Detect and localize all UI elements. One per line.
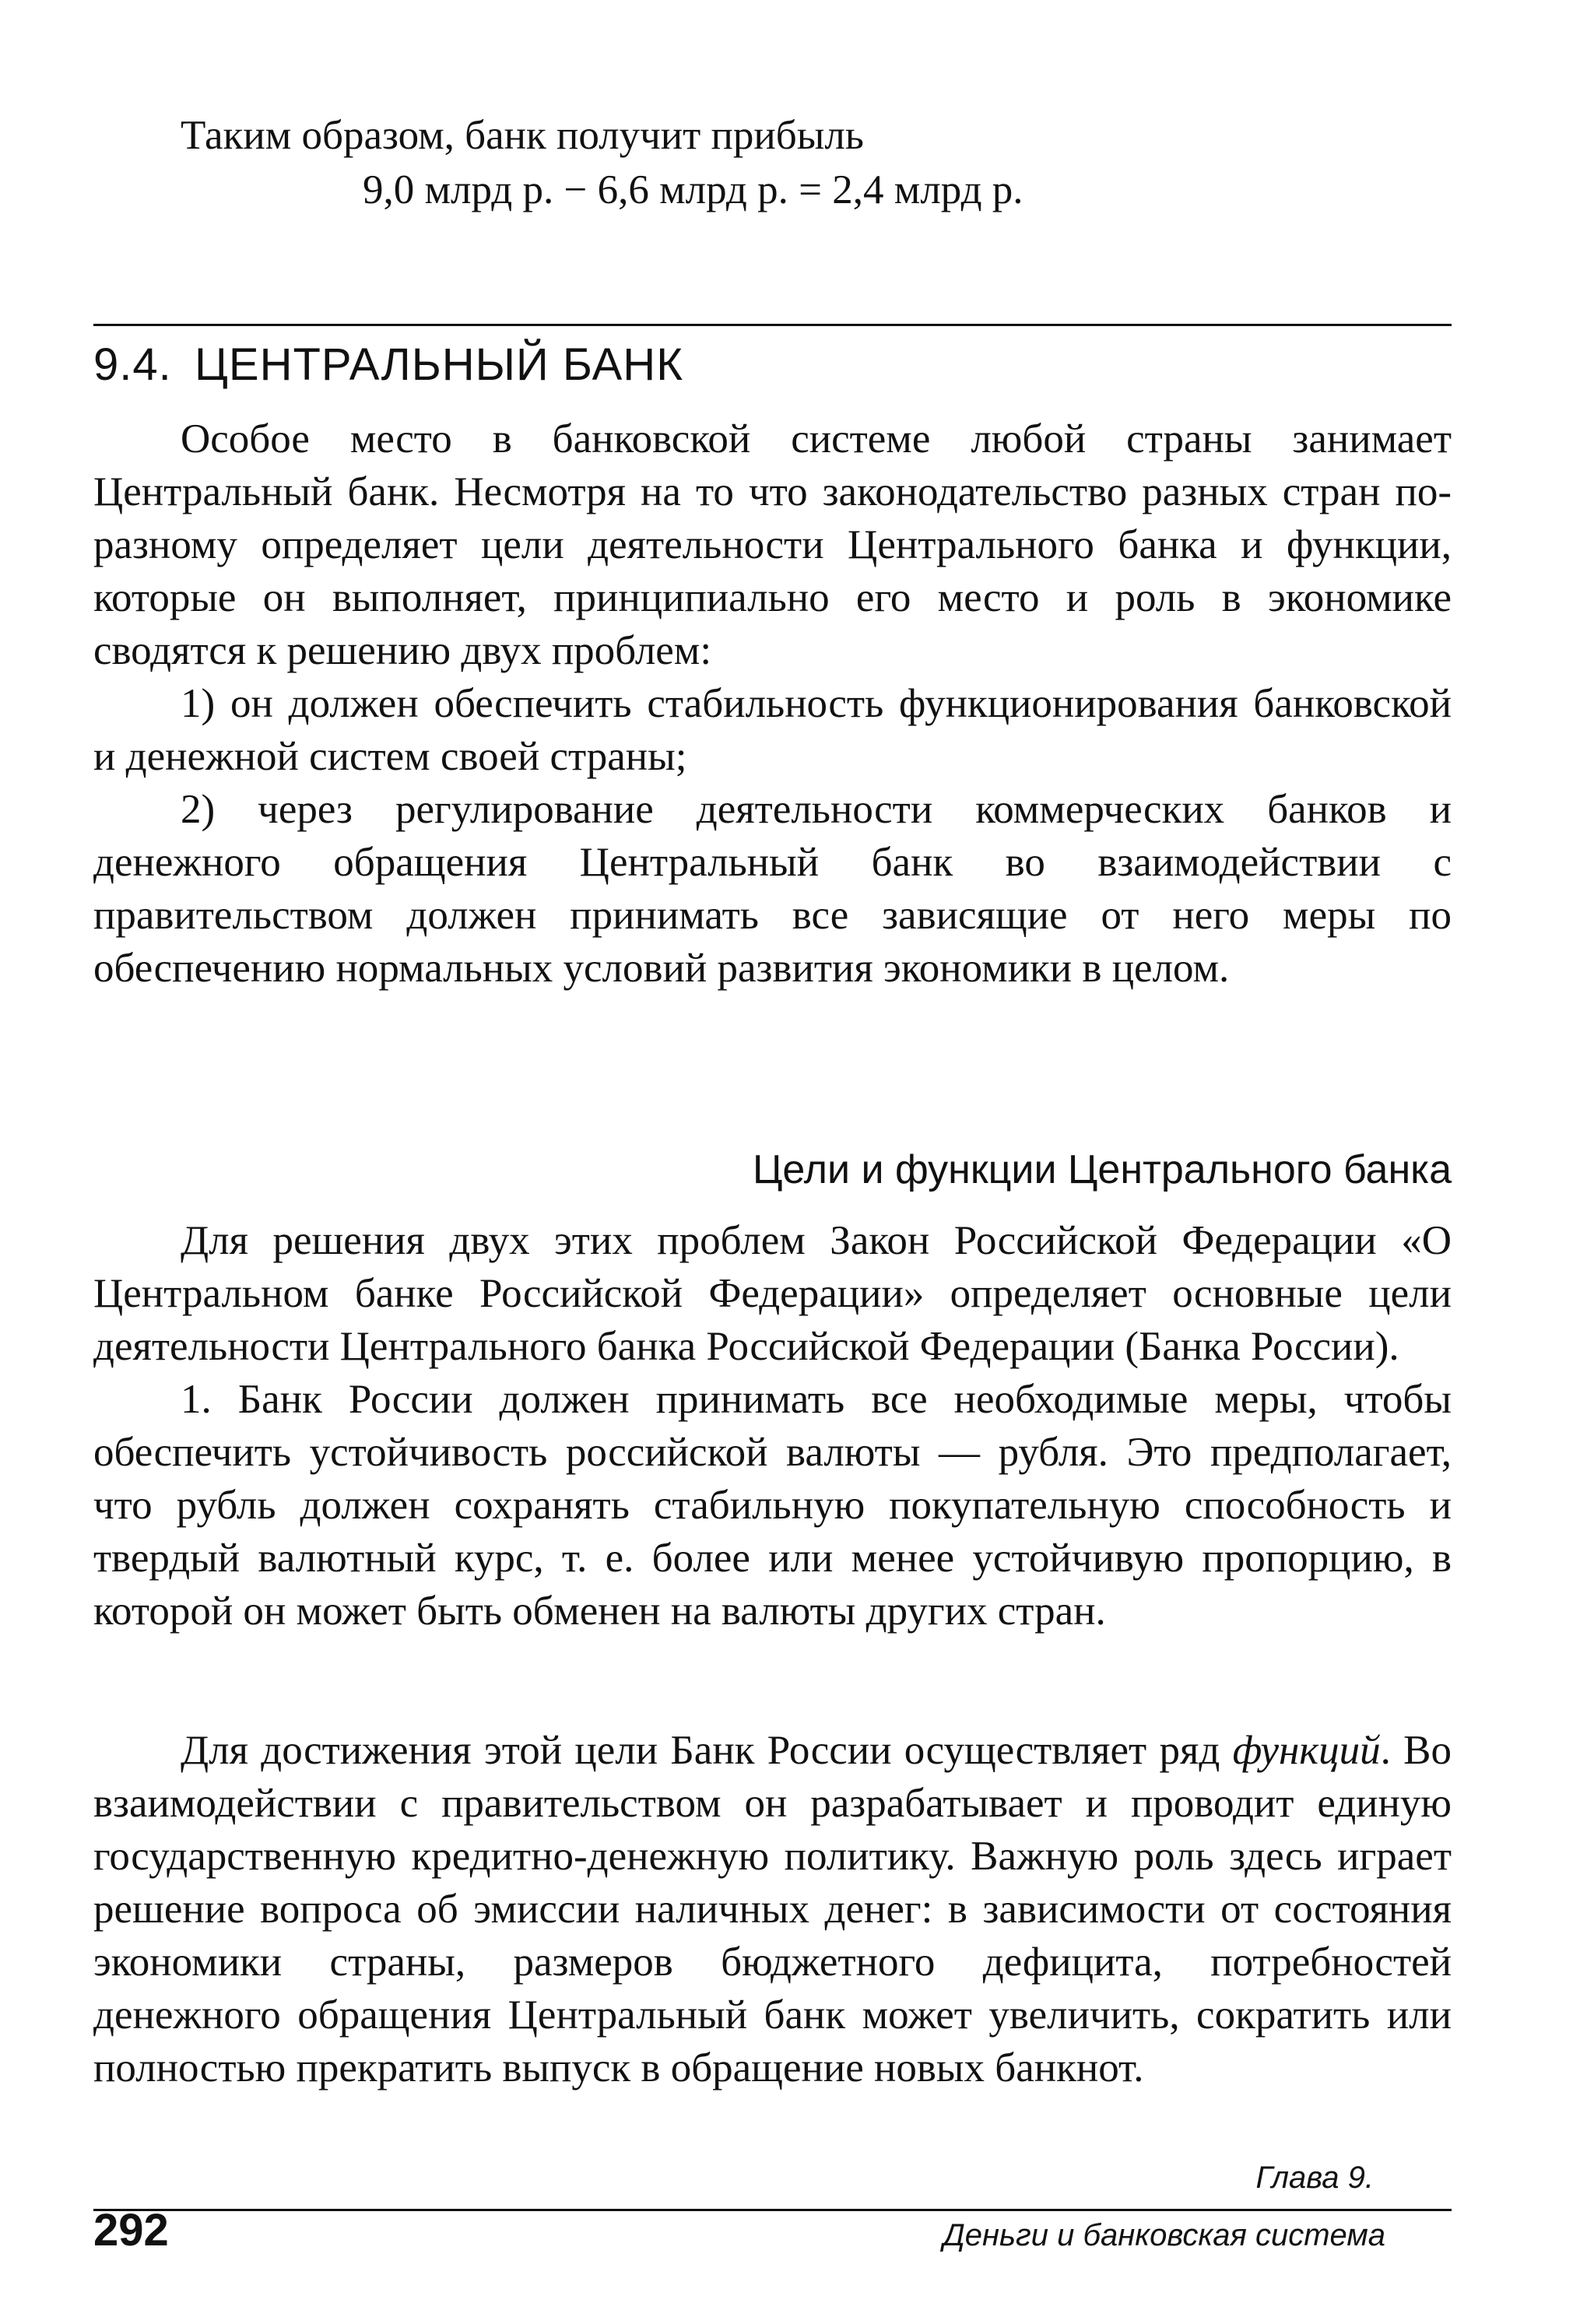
- text-span: . Во взаимодействии с правительством он разрабатывает и проводит единую государственную кредитно-денежную политику. Важную роль здесь играет решение вопроса об эмиссии наличных денег: в зависимости от состояния экономики страны, размеров бюджетного дефицита, потребностей денежного обращения Центральный банк может увеличить, сократить или полностью прекратить выпуск в обращение новых банкнот.: [93, 1728, 1452, 2091]
- section-number: 9.4.: [93, 339, 172, 390]
- paragraph-goals: [93, 1214, 1452, 1638]
- subsection-heading: Цели и функции Центрального банка: [752, 1147, 1452, 1192]
- section-top-rule: [93, 324, 1452, 326]
- paragraph: Особое место в банковской системе любой страны занимает Центральный банк. Несмотря на то что законодательство разных стран по-разному определяет цели деятельности Центрального банка и функции, которые он выполняет, принципиально его место и роль в экономике сводятся к решению двух проблем:: [93, 416, 1452, 673]
- paragraph-functions: [93, 1724, 1452, 2094]
- running-footer-chapter: Глава 9.: [1255, 2161, 1374, 2195]
- footer-rule: [93, 2209, 1452, 2211]
- paragraph: 1. Банк России должен принимать все необходимые меры, чтобы обеспечить устойчивость российской валюты — рубля. Это предполагает, что рубль должен сохранять стабильную покупательную способность и твердый валютный курс, т. е. более или менее устойчивую пропорцию, в которой он может быть обменен на валюты других стран.: [93, 1377, 1452, 1634]
- section-title: ЦЕНТРАЛЬНЫЙ БАНК: [195, 339, 683, 390]
- profit-formula: 9,0 млрд р. − 6,6 млрд р. = 2,4 млрд р.: [363, 167, 1023, 212]
- paragraph: [93, 1724, 1452, 2094]
- list-item: 2) через регулирование деятельности коммерческих банков и денежного обращения Центральный банк во взаимодействии с правительством должен принимать все зависящие от него меры по обеспечению нормальных условий развития экономики в целом.: [93, 787, 1452, 991]
- list-item: 1) он должен обеспечить стабильность функционирования банковской и денежной систем своей страны;: [93, 681, 1452, 779]
- paragraph: Для решения двух этих проблем Закон Российской Федерации «О Центральном банке Российской Федерации» определяет основные цели деятельности Центрального банка Российской Федерации (Банка России).: [93, 1218, 1452, 1369]
- emphasis-functions: функций: [1232, 1728, 1381, 1773]
- running-footer-book-title: Деньги и банковская система: [943, 2218, 1385, 2252]
- paragraph-intro-central-bank: [93, 412, 1452, 995]
- text-span: Для достижения этой цели Банк России осуществляет ряд: [181, 1728, 1233, 1773]
- page-number: 292: [93, 2205, 169, 2256]
- intro-line: Таким образом, банк получит прибыль: [181, 113, 864, 158]
- section-heading: [93, 335, 683, 395]
